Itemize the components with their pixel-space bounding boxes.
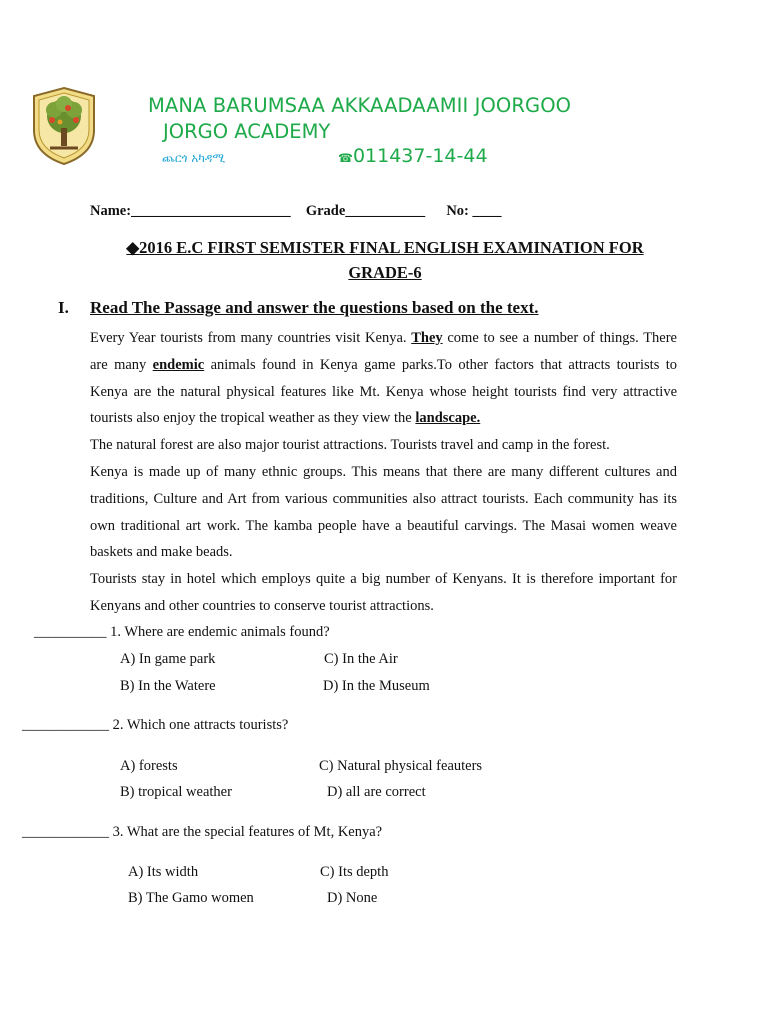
grade-label: Grade — [305, 203, 346, 219]
option-c: C) Natural physical feauters — [319, 758, 483, 774]
colon-glyph: : — [464, 203, 469, 219]
question-1 — [34, 624, 330, 641]
option-c: C) In the Air — [324, 651, 398, 667]
section-heading: Read The Passage and answer the questions based on the text. — [90, 298, 539, 317]
school-name-line1: MANA BARUMSAA AKKAADAAMII JOORGOO — [148, 94, 572, 117]
passage-keyword: endemic — [152, 356, 205, 373]
passage-paragraph-4: Tourists stay in hotel which employs quite a big number of Kenyans. It is therefore important for Kenyans and other countries to conserve tourist attractions. — [90, 571, 677, 614]
exam-title-line2: GRADE-6 — [348, 263, 422, 282]
question-2 — [22, 717, 288, 734]
answer-blank[interactable]: __________ — [34, 624, 107, 640]
passage-paragraph-1 — [90, 325, 677, 432]
passage-text: come to see a number of things. There are many — [90, 330, 677, 373]
phone-text: 011437-14-44 — [352, 145, 488, 167]
option-b: B) The Gamo women — [128, 890, 254, 906]
option-b: B) In the Watere — [120, 678, 216, 694]
colon-glyph: : — [126, 203, 132, 219]
question-text: 2. Which one attracts tourists? — [112, 717, 289, 733]
option-a: A) forests — [120, 758, 178, 774]
option-c: C) Its depth — [320, 864, 389, 880]
name-label: Name — [90, 203, 127, 219]
option-a: A) Its width — [128, 864, 199, 880]
phone-number — [338, 145, 488, 167]
student-info-line — [90, 203, 502, 220]
phone-icon: ☎ — [338, 151, 353, 165]
option-d: D) In the Museum — [323, 678, 430, 694]
option-a: A) In game park — [120, 651, 216, 667]
passage-keyword: landscape. — [415, 410, 481, 427]
passage-paragraph-2: The natural forest are also major tourist attractions. Tourists travel and camp in the forest. — [90, 437, 610, 453]
school-name-line2: JORGO ACADEMY — [163, 120, 331, 143]
passage-text: animals found in Kenya game parks.To other factors that attracts tourists to Kenya are the natural physical features like Mt. Kenya whose height tourists find very attractive tourists also enjoy the tropical weather as they view the — [90, 356, 677, 427]
school-name-amharic: ጨርጎ አካዳሚ — [162, 151, 226, 165]
option-d: D) None — [327, 890, 378, 906]
exam-title-line1 — [60, 235, 710, 260]
section-number: I. — [58, 298, 69, 317]
no-blank[interactable]: ____ — [472, 203, 502, 219]
exam-title-text: 2016 E.C FIRST SEMISTER FINAL ENGLISH EXAMINATION FOR — [139, 238, 644, 257]
name-blank[interactable]: ______________________ — [131, 203, 291, 219]
question-text: 1. Where are endemic animals found? — [110, 624, 330, 640]
no-label: No — [446, 203, 465, 219]
passage-text: Every Year tourists from many countries visit Kenya. — [90, 330, 412, 346]
passage-keyword: They — [411, 330, 443, 346]
grade-blank[interactable]: ___________ — [345, 203, 426, 219]
option-d: D) all are correct — [327, 784, 426, 800]
bullet-glyph: ◆ — [126, 238, 140, 257]
school-logo — [30, 86, 98, 166]
question-text: 3. What are the special features of Mt, Kenya? — [112, 824, 383, 840]
passage-paragraph-3: Kenya is made up of many ethnic groups. This means that there are many different cultures and traditions, Culture and Art from various communities also attract tourists. Each community has its own traditional art work. The kamba people have a beautiful carvings. The Masai women weave baskets and make beads. — [90, 464, 677, 561]
option-b: B) tropical weather — [120, 784, 232, 800]
answer-blank[interactable]: ____________ — [22, 824, 109, 840]
question-3 — [22, 824, 382, 841]
answer-blank[interactable]: ____________ — [22, 717, 109, 733]
